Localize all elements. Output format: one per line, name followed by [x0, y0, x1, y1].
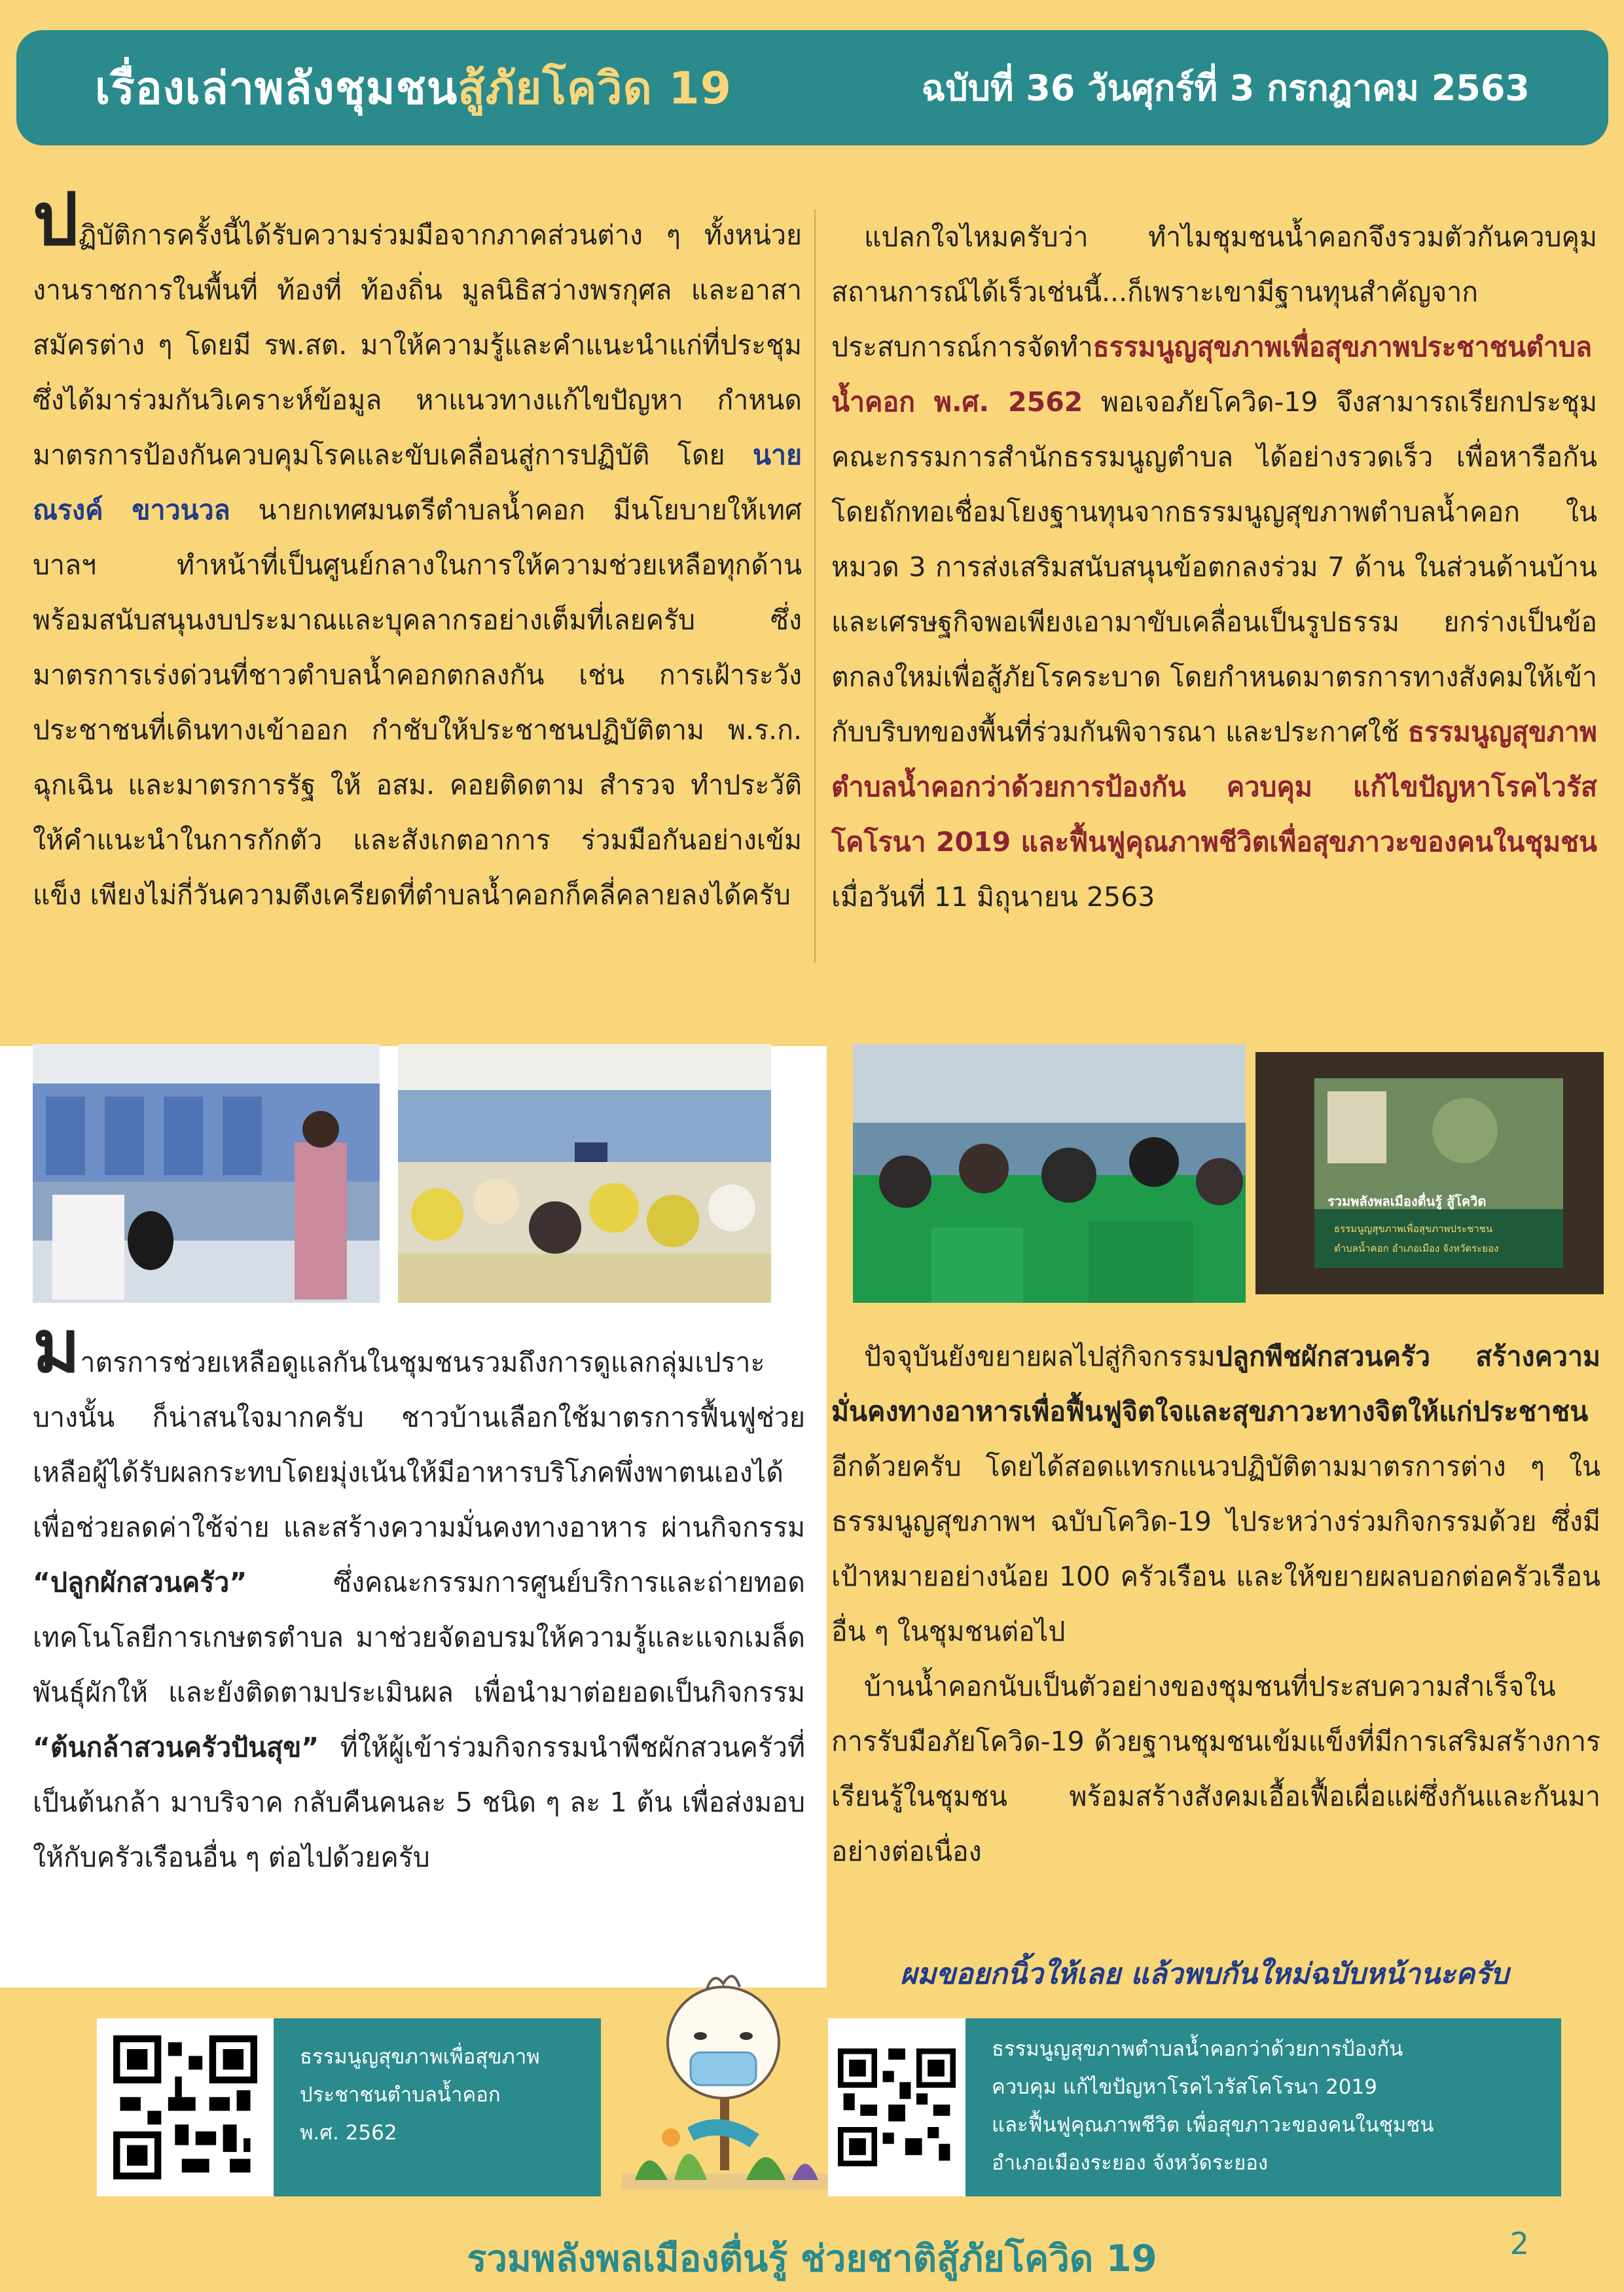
qr-code-left[interactable]: [97, 2018, 274, 2196]
paragraph-text: ปัจจุบันยังขยายผลไปสู่กิจกรรม: [864, 1341, 1216, 1372]
highlight-charter-covid: ธรรมนูญสุขภาพตำบลน้ำคอกว่าด้วยการป้องกัน ควบคุม แก้ไขปัญหาโรคไวรัสโคโรนา 2019 และฟื้นฟูคุณภาพชีวิตเพื่อสุขภาวะของคนในชุมชน: [831, 716, 1597, 858]
qr-caption-line: พ.ศ. 2562: [300, 2121, 397, 2145]
page-number: 2: [1509, 2226, 1529, 2261]
qr-caption-right: [965, 2018, 1561, 2196]
mayor-name: นายณรงค์ ขาวนวล: [33, 439, 802, 526]
qr-caption-line: ประชาชนตำบลน้ำคอก: [300, 2083, 501, 2107]
qr-caption-line: และฟื้นฟูคุณภาพชีวิต เพื่อสุขภาวะของคนในชุมชน: [992, 2113, 1434, 2137]
qr-code-right[interactable]: [828, 2018, 965, 2196]
qr-code-icon: [838, 2048, 956, 2166]
slide-subtitle-2: ตำบลน้ำคอก อำเภอเมือง จังหวัดระยอง: [1334, 1243, 1499, 1254]
qr-code-icon: [113, 2035, 257, 2179]
photo-group-discussion: [398, 1044, 771, 1303]
page-header: [16, 30, 1608, 145]
mascot-illustration: [609, 1971, 844, 2206]
footer-slogan: รวมพลังพลเมืองตื่นรู้ ช่วยชาติสู้ภัยโควิด 19: [467, 2238, 1157, 2280]
photo-presentation-slide: [1255, 1052, 1604, 1294]
issue-date: ฉบับที่ 36 วันศุกร์ที่ 3 กรกฎาคม 2563: [921, 67, 1530, 109]
sign-off: ผมขอยกนิ้วให้เลย แล้วพบกันใหม่ฉบับหน้านะครับ: [900, 1957, 1509, 1991]
highlight-food-security: ปลูกพืชผักสวนครัว สร้างความมั่นคงทางอาหารเพื่อฟื้นฟูจิตใจและสุขภาวะทางจิตให้แก่ประชาชน: [831, 1341, 1600, 1427]
qr-caption-line: ธรรมนูญสุขภาพตำบลน้ำคอกว่าด้วยการป้องกัน: [992, 2037, 1403, 2061]
paragraph-text: ฏิบัติการครั้งนี้ได้รับความร่วมมือจากภาคส่วนต่าง ๆ ทั้งหน่วยงานราชการในพื้นที่ ท้องที่ ท้องถิ่น มูลนิธิสว่างพรกุศล และอาสาสมัครต่าง ๆ โดยมี รพ.สต. มาให้ความรู้และคำแนะนำแก่ที่ประชุม ซึ่งได้มาร่วมกันวิเคราะห์ข้อมูล หาแนวทางแก้ไขปัญหา กำหนดมาตรการป้องกันควบคุมโรคและขับเคลื่อนสู่การปฏิบัติ โดย: [33, 219, 802, 471]
photo-volunteers-green-shirts: [853, 1044, 1246, 1303]
slide-title: รวมพลังพลเมืองตื่นรู้ สู้โควิด: [1327, 1193, 1487, 1209]
qr-caption-left: [274, 2018, 601, 2196]
qr-card-right: [828, 2018, 1561, 2196]
qr-caption-line: ควบคุม แก้ไขปัญหาโรคไวรัสโคโรนา 2019: [992, 2075, 1377, 2099]
paragraph-conclusion: บ้านน้ำคอกนับเป็นตัวอย่างของชุมชนที่ประสบความสำเร็จในการรับมือภัยโควิด-19 ด้วยฐานชุมชนเข้มแข็งที่มีการเสริมสร้างการเรียนรู้ในชุมชน พร้อมสร้างสังคมเอื้อเฟื้อเผื่อแผ่ซึ่งกันและกันมาอย่างต่อเนื่อง: [831, 1671, 1600, 1867]
paragraph-text: แปลกใจไหมครับว่า ทำไมชุมชนน้ำคอกจึงรวมตัวกันควบคุมสถานการณ์ได้เร็วเช่นนี้...ก็เพราะเขามีฐานทุนสำคัญจากประสบการณ์การจัดทำ: [831, 221, 1597, 363]
qr-card-left: [97, 2018, 601, 2196]
paragraph-text: พอเจอภัยโควิด-19 จึงสามารถเรียกประชุมคณะกรรมการสำนักธรรมนูญตำบล ได้อย่างรวดเร็ว เพื่อหารือกัน โดยถักทอเชื่อมโยงฐานทุนจากธรรมนูญสุขภาพตำบลน้ำคอก ในหมวด 3 การส่งเสริมสนับสนุนข้อตกลงร่วม 7 ด้าน ในส่วนด้านบ้านและเศรษฐกิจพอเพียงเอามาขับเคลื่อนเป็นรูปธรรม ยกร่างเป็นข้อตกลงใหม่เพื่อสู้ภัยโรคระบาด โดยกำหนดมาตรการทางสังคมให้เข้ากับบริบทของพื้นที่ร่วมกันพิจารณา และประกาศใช้: [831, 386, 1597, 748]
paragraph-text: ที่ให้ผู้เข้าร่วมกิจกรรมนำพืชผักสวนครัวที่เป็นต้นกล้า มาบริจาค กลับคืนคนละ 5 ชนิด ๆ ละ 1 ต้น เพื่อส่งมอบให้กับครัวเรือนอื่น ๆ ต่อไปด้วยครับ: [33, 1732, 805, 1873]
qr-caption-line: ธรรมนูญสุขภาพเพื่อสุขภาพ: [300, 2045, 540, 2069]
qr-caption-line: อำเภอเมืองระยอง จังหวัดระยอง: [992, 2151, 1269, 2175]
newsletter-title: [95, 52, 732, 123]
highlight-seedling-share: “ต้นกล้าสวนครัวปันสุข”: [33, 1732, 319, 1763]
paragraph-text: อีกด้วยครับ โดยได้สอดแทรกแนวปฏิบัติตามมาตรการต่าง ๆ ในธรรมนูญสุขภาพฯ ฉบับโควิด-19 ไประหว่างร่วมกิจกรรมด้วย ซึ่งมีเป้าหมายอย่างน้อย 100 ครัวเรือน และให้ขยายผลบอกต่อครัวเรือนอื่น ๆ ในชุมชนต่อไป: [831, 1451, 1600, 1647]
title-part-b: สู้ภัยโควิด 19: [458, 63, 732, 115]
dropcap-letter: ป: [33, 177, 79, 261]
title-part-a: เรื่องเล่าพลังชุมชน: [95, 63, 458, 115]
article-right-bottom: [831, 1329, 1600, 1879]
highlight-plant-garden: “ปลูกผักสวนครัว”: [33, 1567, 247, 1598]
paragraph-text: นายกเทศมนตรีตำบลน้ำคอก มีนโยบายให้เทศบาลฯ ทำหน้าที่เป็นศูนย์กลางในการให้ความช่วยเหลือทุกด้าน พร้อมสนับสนุนงบประมาณและบุคลากรอย่างเต็มที่เลยครับ ซึ่งมาตรการเร่งด่วนที่ชาวตำบลน้ำคอกตกลงกัน เช่น การเฝ้าระวังประชาชนที่เดินทางเข้าออก กำชับให้ประชาชนปฏิบัติตาม พ.ร.ก. ฉุกเฉิน และมาตรการรัฐ ให้ อสม. คอยติดตาม สำรวจ ทำประวัติ ให้คำแนะนำในการกักตัว และสังเกตอาการ ร่วมมือกันอย่างเข้มแข็ง เพียงไม่กี่วันความตึงเครียดที่ตำบลน้ำคอกก็คลี่คลายลงได้ครับ: [33, 494, 803, 911]
paragraph-text: าตรการช่วยเหลือดูแลกันในชุมชนรวมถึงการดูแลกลุ่มเปราะบางนั้น ก็น่าสนใจมากครับ ชาวบ้านเลือกใช้มาตรการฟื้นฟูช่วยเหลือผู้ได้รับผลกระทบโดยมุ่งเน้นให้มีอาหารบริโภคพึ่งพาตนเองได้ เพื่อช่วยลดค่าใช้จ่าย และสร้างความมั่นคงทางอาหาร ผ่านกิจกรรม: [33, 1347, 805, 1543]
photo-meeting-hall: [33, 1044, 380, 1303]
article-left-top: [33, 177, 803, 922]
slide-subtitle-1: ธรรมนูญสุขภาพเพื่อสุขภาพประชาชน: [1334, 1223, 1493, 1235]
highlight-charter-2562: ธรรมนูญสุขภาพเพื่อสุขภาพประชาชนตำบลน้ำคอก พ.ศ. 2562: [831, 331, 1593, 418]
paragraph-text: เมื่อวันที่ 11 มิถุนายน 2563: [831, 881, 1155, 913]
column-divider: [814, 209, 816, 962]
dropcap-letter: ม: [33, 1305, 81, 1389]
article-right-top: [831, 209, 1597, 924]
paragraph-text: ซึ่งคณะกรรมการศูนย์บริการและถ่ายทอดเทคโนโลยีการเกษตรตำบล มาช่วยจัดอบรมให้ความรู้และแจกเมล็ดพันธุ์ผักให้ และยังติดตามประเมินผล เพื่อนำมาต่อยอดเป็นกิจกรรม: [33, 1567, 805, 1708]
article-left-bottom: [33, 1305, 805, 1885]
